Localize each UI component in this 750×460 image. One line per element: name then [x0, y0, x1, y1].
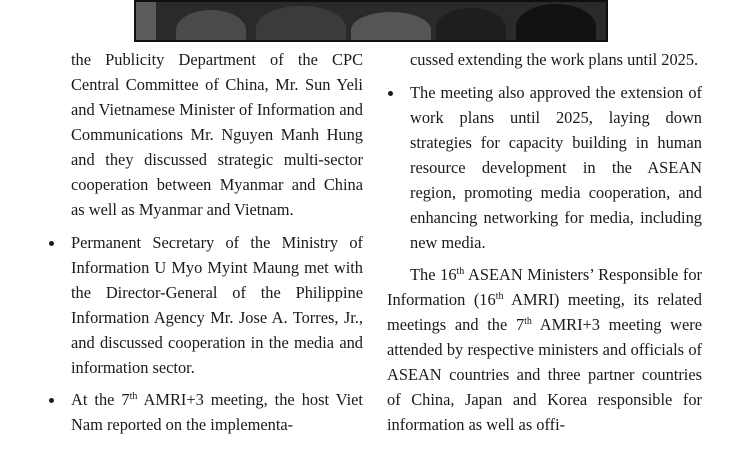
para-text-c: AMRI) meeting, its related meetings and the 7 [387, 290, 702, 334]
bullet-text-start: At the 7 [71, 390, 130, 409]
list-item [48, 230, 363, 380]
list-item [387, 80, 702, 255]
meeting-photo [134, 0, 608, 42]
bullet-icon [49, 398, 54, 403]
bullet-text: Permanent Secretary of the Ministry of Information U Myo Myint Maung met with the Director-General of the Philippine Information Agency Mr. Jose A. Torres, Jr., and discussed cooperation in the media and information sector. [71, 233, 363, 377]
right-column [387, 47, 702, 437]
left-column [48, 47, 363, 444]
bullet-icon [49, 241, 54, 246]
bullet-icon [388, 91, 393, 96]
left-continuation-paragraph: the Publicity Department of the CPC Central Committee of China, Mr. Sun Yeli and Vietnamese Minister of Information and Communications Mr. Nguyen Manh Hung and they discussed strategic multi-sector cooperation between Myanmar and China as well as Myanmar and Vietnam. [71, 50, 363, 219]
para-text-b: ASEAN Ministers’ Responsible for Information (16 [387, 265, 702, 309]
body-paragraph [387, 262, 702, 437]
para-text-d: AMRI+3 meeting were attended by respective ministers and officials of ASEAN countries and three partner countries of China, Japan and Korea responsible for information as well as offi- [387, 315, 702, 434]
list-item [48, 387, 363, 437]
ordinal-superscript: th [129, 391, 138, 402]
bullet-text-end: AMRI+3 meeting, the host Viet Nam reported on the implementa- [71, 390, 363, 434]
ordinal-superscript: th [456, 266, 465, 277]
para-text-a: The 16 [410, 265, 457, 284]
right-continuation-paragraph: cussed extending the work plans until 2025. [410, 50, 699, 69]
ordinal-superscript: th [495, 291, 504, 302]
ordinal-superscript: th [524, 316, 532, 327]
bullet-text: The meeting also approved the extension of work plans until 2025, laying down strategies for capacity building in human resource development in the ASEAN region, promoting media cooperation, and enhancing networking for media, including new media. [410, 83, 702, 252]
